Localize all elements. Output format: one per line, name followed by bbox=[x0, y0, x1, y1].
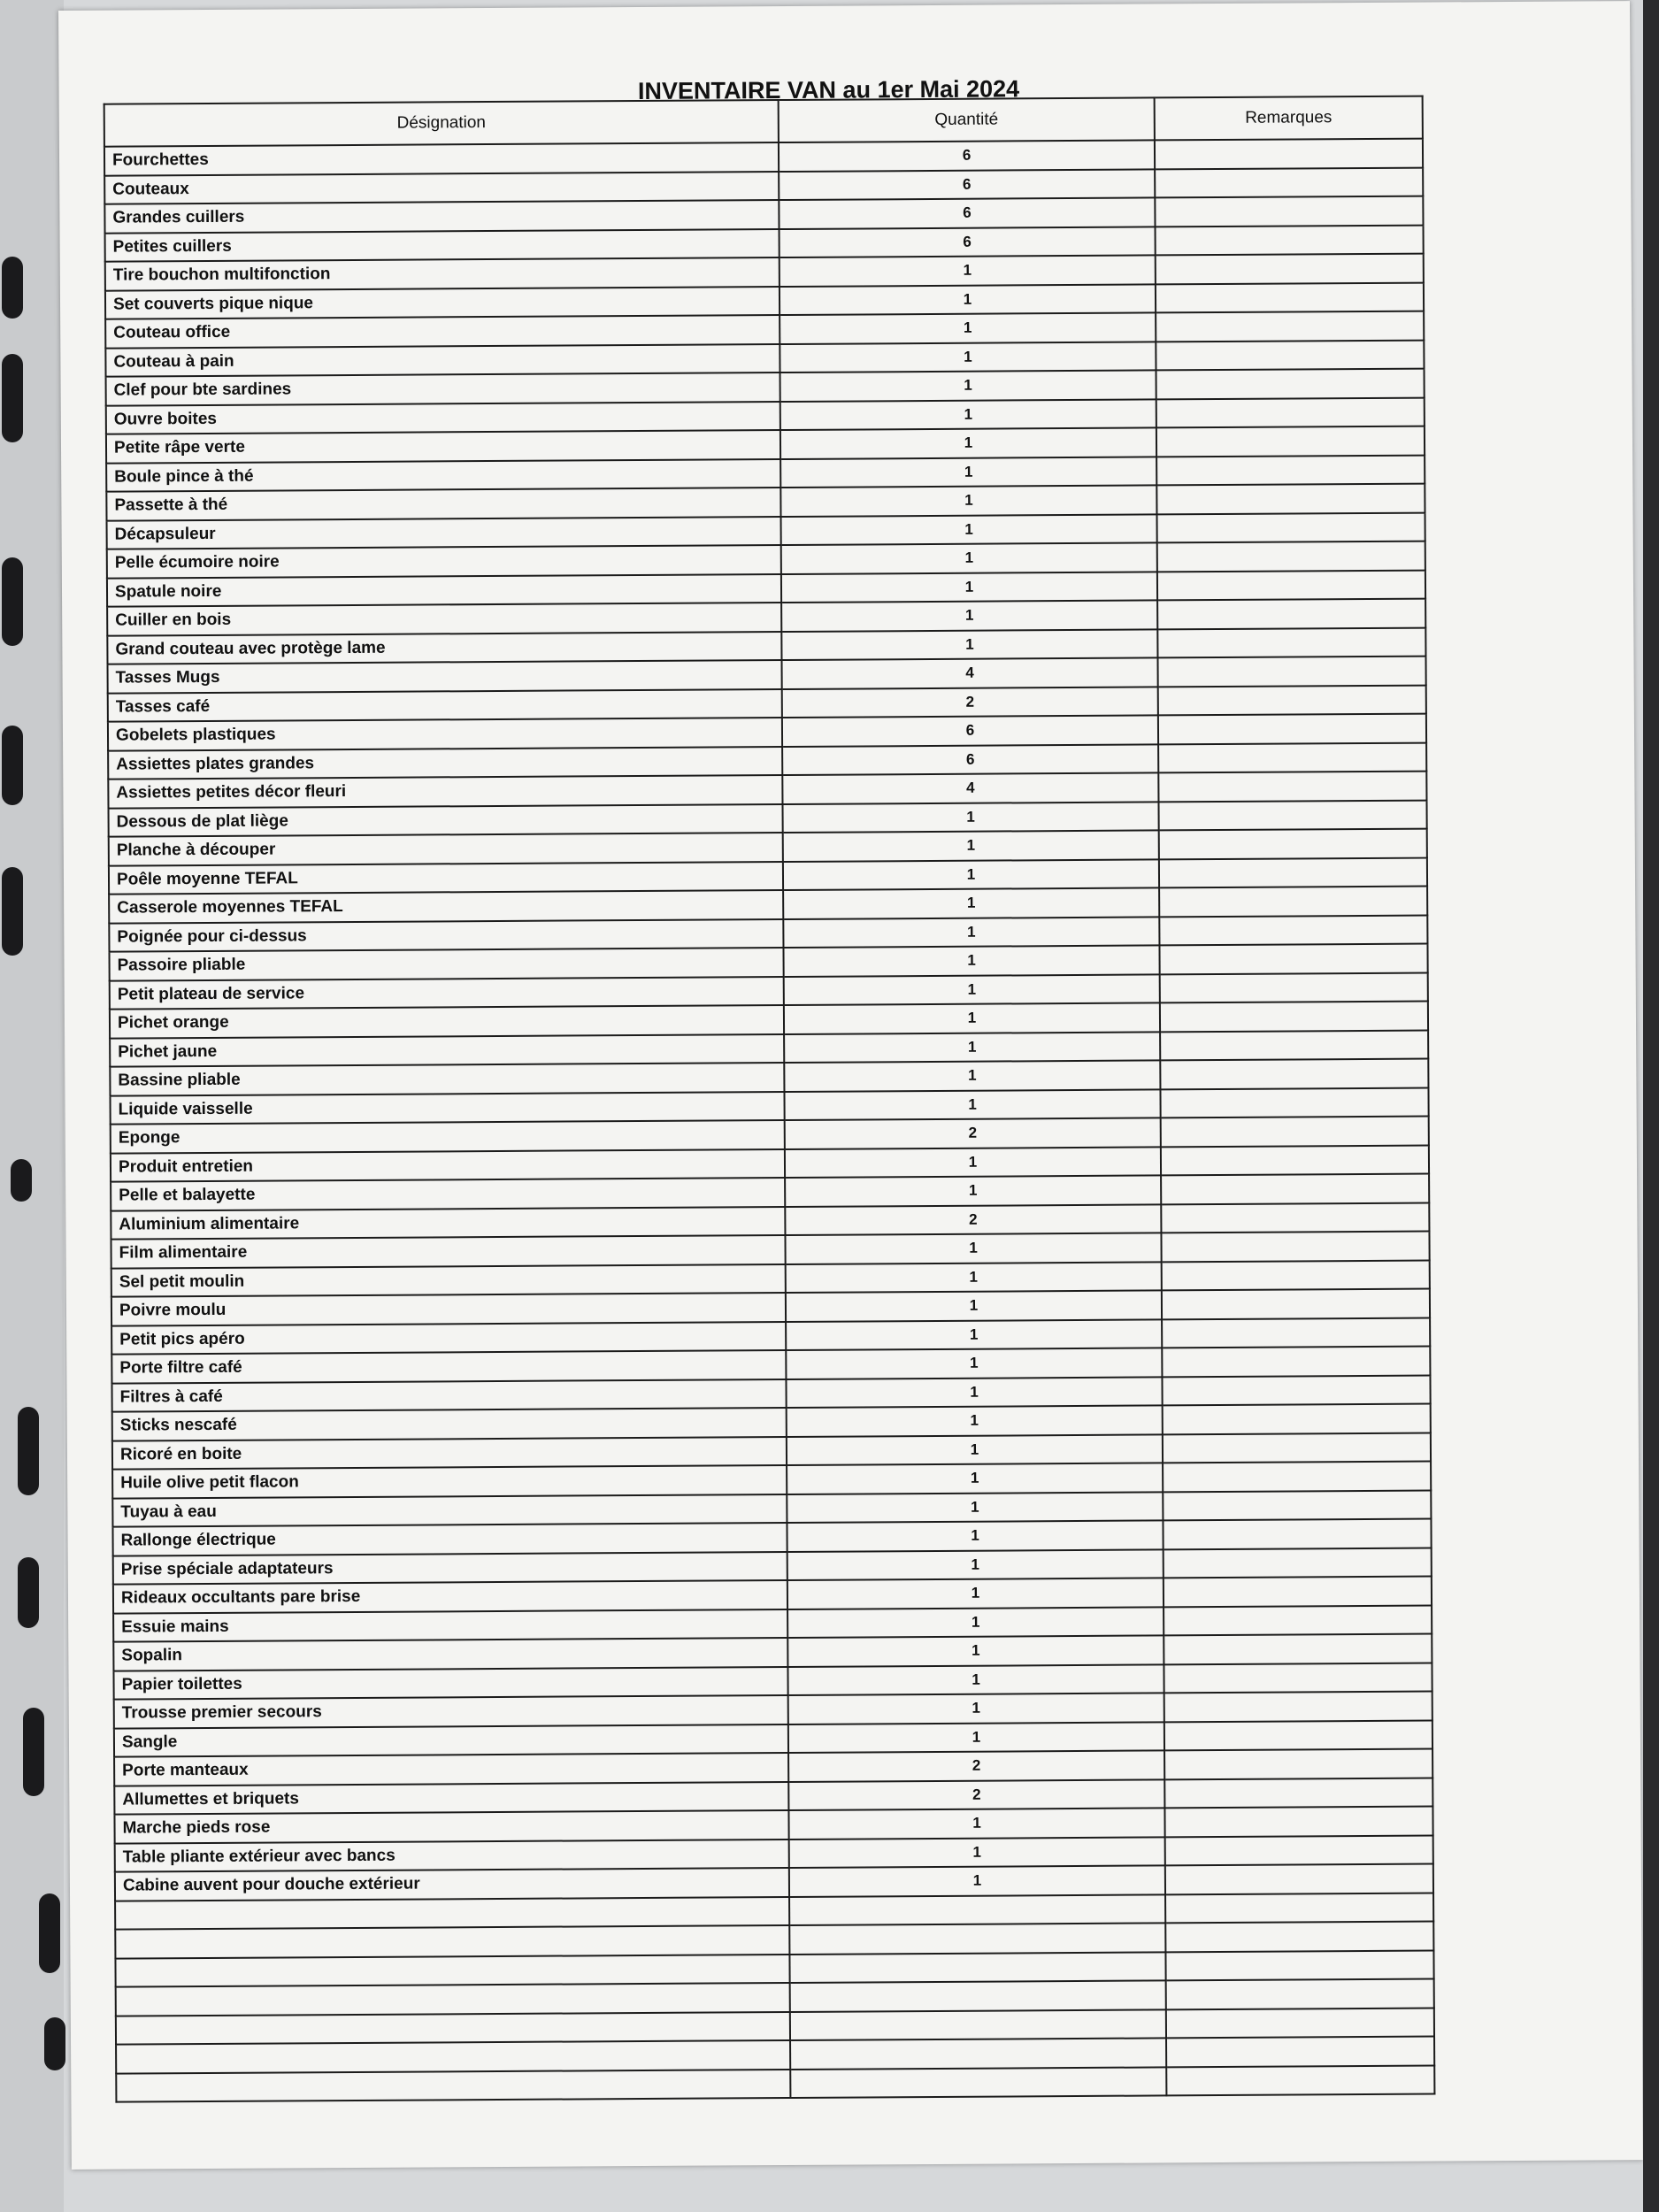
cell-quantite: 2 bbox=[788, 1779, 1164, 1810]
cell-quantite: 1 bbox=[781, 572, 1157, 603]
cell-remarques bbox=[1164, 1720, 1432, 1750]
cell-remarques bbox=[1163, 1462, 1431, 1492]
punch-hole bbox=[2, 257, 23, 319]
cell-designation: Ricoré en boite bbox=[112, 1437, 787, 1470]
cell-remarques bbox=[1159, 887, 1427, 917]
cell-remarques bbox=[1164, 1577, 1432, 1607]
empty-cell bbox=[115, 1954, 789, 1986]
empty-cell bbox=[789, 1894, 1165, 1925]
cell-quantite: 6 bbox=[779, 197, 1155, 228]
table-body bbox=[104, 139, 1434, 2102]
empty-cell bbox=[116, 2069, 790, 2101]
cell-quantite: 1 bbox=[780, 312, 1156, 343]
punch-hole bbox=[11, 1159, 32, 1202]
empty-cell bbox=[790, 2009, 1166, 2040]
empty-cell bbox=[790, 2067, 1166, 2098]
cell-remarques bbox=[1164, 1663, 1432, 1693]
cell-quantite: 1 bbox=[783, 917, 1159, 948]
cell-designation: Film alimentaire bbox=[111, 1235, 785, 1268]
cell-remarques bbox=[1160, 1002, 1428, 1032]
cell-quantite: 1 bbox=[784, 1089, 1160, 1120]
empty-cell bbox=[1166, 2008, 1434, 2038]
cell-designation: Clef pour bte sardines bbox=[106, 373, 780, 405]
cell-quantite: 1 bbox=[780, 284, 1156, 315]
cell-quantite: 1 bbox=[780, 370, 1156, 401]
empty-cell bbox=[116, 2040, 790, 2073]
cell-quantite: 1 bbox=[786, 1290, 1162, 1321]
punch-hole bbox=[2, 557, 23, 646]
cell-remarques bbox=[1155, 196, 1423, 227]
inventory-table bbox=[104, 96, 1436, 2103]
cell-designation: Tasses Mugs bbox=[108, 660, 782, 693]
cell-quantite: 1 bbox=[786, 1319, 1162, 1350]
cell-remarques bbox=[1161, 1232, 1429, 1262]
cell-remarques bbox=[1163, 1404, 1431, 1434]
cell-quantite: 1 bbox=[789, 1865, 1165, 1896]
cell-quantite: 1 bbox=[784, 1002, 1160, 1033]
cell-quantite: 1 bbox=[783, 887, 1159, 918]
cell-remarques bbox=[1157, 541, 1425, 572]
cell-quantite: 1 bbox=[781, 514, 1157, 545]
cell-remarques bbox=[1156, 426, 1425, 457]
cell-designation: Bassine pliable bbox=[110, 1063, 784, 1095]
cell-designation: Boule pince à thé bbox=[106, 459, 780, 492]
cell-quantite: 1 bbox=[783, 859, 1159, 890]
cell-remarques bbox=[1161, 1174, 1429, 1204]
cell-remarques bbox=[1157, 599, 1425, 629]
cell-remarques bbox=[1156, 340, 1424, 370]
cell-designation: Rideaux occultants pare brise bbox=[113, 1580, 787, 1613]
background-edge bbox=[1643, 0, 1659, 2212]
empty-cell bbox=[1165, 1893, 1433, 1923]
cell-remarques bbox=[1155, 139, 1423, 169]
cell-quantite: 1 bbox=[788, 1722, 1164, 1753]
cell-remarques bbox=[1158, 714, 1426, 744]
cell-remarques bbox=[1156, 455, 1425, 485]
cell-designation: Pelle et balayette bbox=[111, 1178, 785, 1210]
cell-quantite: 1 bbox=[780, 399, 1156, 430]
cell-quantite: 1 bbox=[780, 342, 1156, 373]
cell-designation: Cabine auvent pour douche extérieur bbox=[115, 1868, 789, 1901]
cell-remarques bbox=[1164, 1778, 1432, 1808]
cell-designation: Dessous de plat liège bbox=[109, 804, 783, 837]
cell-remarques bbox=[1158, 685, 1426, 715]
cell-remarques bbox=[1159, 944, 1427, 974]
cell-designation: Couteaux bbox=[104, 172, 779, 204]
cell-designation: Pelle écumoire noire bbox=[107, 545, 781, 578]
empty-cell bbox=[115, 1925, 789, 1958]
cell-designation: Petite râpe verte bbox=[106, 430, 780, 463]
cell-designation: Cuiller en bois bbox=[107, 603, 781, 635]
cell-quantite: 1 bbox=[783, 945, 1159, 976]
cell-designation: Aluminium alimentaire bbox=[111, 1207, 785, 1240]
cell-remarques bbox=[1159, 915, 1427, 945]
cell-designation: Tuyau à eau bbox=[112, 1494, 787, 1527]
cell-designation: Ouvre boites bbox=[106, 402, 780, 434]
cell-designation: Grand couteau avec protège lame bbox=[107, 632, 781, 664]
header-quantite: Quantité bbox=[779, 97, 1155, 142]
cell-designation: Porte filtre café bbox=[111, 1350, 786, 1383]
cell-designation: Passette à thé bbox=[106, 488, 780, 520]
empty-cell bbox=[116, 1983, 790, 2016]
cell-quantite: 1 bbox=[786, 1377, 1162, 1408]
cell-remarques bbox=[1165, 1864, 1433, 1894]
cell-remarques bbox=[1158, 742, 1426, 772]
cell-designation: Filtres à café bbox=[111, 1379, 786, 1412]
cell-designation: Assiettes petites décor fleuri bbox=[108, 775, 782, 808]
cell-quantite: 1 bbox=[786, 1262, 1162, 1293]
cell-remarques bbox=[1161, 1117, 1429, 1147]
cell-designation: Décapsuleur bbox=[107, 517, 781, 549]
cell-remarques bbox=[1164, 1605, 1432, 1635]
empty-cell bbox=[1165, 1922, 1433, 1952]
cell-designation: Passoire pliable bbox=[109, 948, 783, 980]
cell-remarques bbox=[1156, 254, 1424, 284]
cell-quantite: 1 bbox=[787, 1405, 1163, 1436]
cell-designation: Produit entretien bbox=[111, 1149, 785, 1182]
empty-cell bbox=[115, 1896, 789, 1929]
cell-remarques bbox=[1164, 1548, 1432, 1578]
cell-quantite: 1 bbox=[785, 1233, 1161, 1263]
cell-remarques bbox=[1156, 484, 1425, 514]
cell-quantite: 1 bbox=[789, 1837, 1165, 1868]
cell-quantite: 4 bbox=[781, 657, 1157, 688]
cell-designation: Trousse premier secours bbox=[114, 1695, 788, 1728]
cell-designation: Assiettes plates grandes bbox=[108, 747, 782, 780]
cell-designation: Eponge bbox=[111, 1120, 785, 1153]
cell-remarques bbox=[1160, 1087, 1428, 1118]
empty-cell bbox=[790, 2038, 1166, 2069]
cell-quantite: 1 bbox=[781, 542, 1157, 573]
inventory-sheet bbox=[58, 1, 1643, 2170]
cell-quantite: 2 bbox=[785, 1204, 1161, 1235]
cell-quantite: 1 bbox=[781, 600, 1157, 631]
document-title: INVENTAIRE VAN au 1er Mai 2024 bbox=[637, 75, 1020, 105]
cell-quantite: 6 bbox=[780, 227, 1156, 257]
cell-remarques bbox=[1158, 772, 1426, 802]
cell-quantite: 1 bbox=[787, 1492, 1163, 1523]
cell-designation: Liquide vaisselle bbox=[110, 1092, 784, 1125]
cell-designation: Petit pics apéro bbox=[111, 1322, 786, 1355]
binder-strip bbox=[0, 0, 64, 2212]
cell-quantite: 1 bbox=[784, 1032, 1160, 1063]
cell-remarques bbox=[1156, 311, 1424, 342]
cell-remarques bbox=[1164, 1692, 1432, 1722]
cell-quantite: 1 bbox=[784, 1060, 1160, 1091]
header-remarques: Remarques bbox=[1155, 96, 1423, 141]
cell-quantite: 1 bbox=[785, 1147, 1161, 1178]
cell-quantite: 1 bbox=[783, 830, 1159, 861]
cell-designation: Allumettes et briquets bbox=[114, 1781, 788, 1814]
cell-remarques bbox=[1164, 1807, 1432, 1837]
cell-remarques bbox=[1160, 1030, 1428, 1060]
cell-designation: Tasses café bbox=[108, 689, 782, 722]
cell-remarques bbox=[1164, 1634, 1432, 1664]
cell-designation: Marche pieds rose bbox=[114, 1810, 788, 1843]
cell-quantite: 2 bbox=[788, 1750, 1164, 1781]
empty-cell bbox=[1166, 2037, 1434, 2067]
cell-quantite: 1 bbox=[787, 1607, 1164, 1638]
cell-designation: Petit plateau de service bbox=[110, 977, 784, 1010]
cell-remarques bbox=[1160, 1059, 1428, 1089]
cell-quantite: 2 bbox=[785, 1118, 1161, 1148]
cell-remarques bbox=[1162, 1375, 1430, 1405]
punch-hole bbox=[44, 2017, 65, 2070]
cell-designation: Sel petit moulin bbox=[111, 1264, 786, 1297]
cell-quantite: 4 bbox=[782, 772, 1158, 803]
cell-remarques bbox=[1157, 570, 1425, 600]
cell-quantite: 1 bbox=[787, 1635, 1164, 1666]
cell-designation: Couteau office bbox=[105, 315, 780, 348]
empty-cell bbox=[116, 2011, 790, 2044]
cell-designation: Prise spéciale adaptateurs bbox=[113, 1552, 787, 1585]
empty-cell bbox=[790, 1980, 1166, 2011]
cell-designation: Rallonge électrique bbox=[112, 1523, 787, 1555]
cell-designation: Sticks nescafé bbox=[112, 1408, 787, 1440]
cell-quantite: 1 bbox=[780, 427, 1156, 458]
empty-cell bbox=[1166, 2065, 1434, 2095]
cell-remarques bbox=[1162, 1260, 1430, 1290]
cell-remarques bbox=[1156, 397, 1425, 427]
cell-designation: Porte manteaux bbox=[114, 1753, 788, 1786]
cell-quantite: 1 bbox=[780, 485, 1156, 516]
cell-quantite: 6 bbox=[779, 140, 1155, 171]
header-designation: Désignation bbox=[104, 100, 779, 147]
cell-remarques bbox=[1163, 1432, 1431, 1463]
cell-remarques bbox=[1162, 1317, 1430, 1348]
cell-designation: Poêle moyenne TEFAL bbox=[109, 862, 783, 895]
cell-designation: Sopalin bbox=[113, 1638, 787, 1671]
cell-designation: Sangle bbox=[114, 1724, 788, 1756]
cell-quantite: 1 bbox=[782, 802, 1158, 833]
cell-remarques bbox=[1165, 1835, 1433, 1865]
punch-hole bbox=[2, 726, 23, 805]
empty-cell bbox=[1166, 1979, 1434, 2009]
cell-remarques bbox=[1156, 282, 1424, 312]
cell-quantite: 1 bbox=[781, 629, 1157, 660]
cell-quantite: 1 bbox=[787, 1463, 1163, 1494]
empty-cell bbox=[789, 1923, 1165, 1954]
cell-designation: Poignée pour ci-dessus bbox=[109, 919, 783, 952]
cell-designation: Pichet jaune bbox=[110, 1034, 784, 1067]
cell-remarques bbox=[1156, 512, 1425, 542]
cell-remarques bbox=[1161, 1145, 1429, 1175]
cell-remarques bbox=[1157, 627, 1425, 657]
cell-quantite: 1 bbox=[787, 1434, 1163, 1465]
cell-quantite: 2 bbox=[782, 687, 1158, 718]
cell-designation: Essuie mains bbox=[113, 1609, 787, 1641]
cell-designation: Couteau à pain bbox=[105, 344, 780, 377]
punch-hole bbox=[39, 1893, 60, 1973]
cell-remarques bbox=[1156, 369, 1425, 399]
punch-hole bbox=[18, 1557, 39, 1628]
cell-designation: Casserole moyennes TEFAL bbox=[109, 890, 783, 923]
cell-designation: Set couverts pique nique bbox=[105, 287, 780, 319]
cell-designation: Fourchettes bbox=[104, 142, 779, 175]
cell-designation: Petites cuillers bbox=[105, 229, 780, 262]
cell-designation: Spatule noire bbox=[107, 574, 781, 607]
cell-quantite: 1 bbox=[780, 255, 1156, 286]
cell-designation: Papier toilettes bbox=[113, 1666, 787, 1699]
cell-remarques bbox=[1162, 1347, 1430, 1377]
punch-hole bbox=[2, 354, 23, 442]
cell-designation: Planche à découper bbox=[109, 833, 783, 865]
cell-quantite: 6 bbox=[782, 715, 1158, 746]
cell-quantite: 1 bbox=[788, 1693, 1164, 1724]
cell-remarques bbox=[1164, 1749, 1432, 1779]
cell-remarques bbox=[1160, 972, 1428, 1002]
cell-remarques bbox=[1162, 1289, 1430, 1319]
cell-designation: Poivre moulu bbox=[111, 1293, 786, 1325]
cell-designation: Pichet orange bbox=[110, 1005, 784, 1038]
cell-designation: Huile olive petit flacon bbox=[112, 1465, 787, 1498]
cell-quantite: 1 bbox=[785, 1175, 1161, 1206]
cell-remarques bbox=[1161, 1202, 1429, 1233]
punch-hole bbox=[18, 1407, 39, 1495]
cell-quantite: 6 bbox=[782, 744, 1158, 775]
punch-hole bbox=[2, 867, 23, 956]
cell-designation: Gobelets plastiques bbox=[108, 718, 782, 750]
cell-quantite: 1 bbox=[784, 974, 1160, 1005]
cell-remarques bbox=[1157, 657, 1425, 687]
cell-quantite: 1 bbox=[787, 1549, 1164, 1580]
cell-remarques bbox=[1156, 225, 1424, 255]
cell-remarques bbox=[1159, 829, 1427, 859]
cell-designation: Grandes cuillers bbox=[104, 200, 779, 233]
cell-designation: Table pliante extérieur avec bancs bbox=[115, 1839, 789, 1871]
cell-quantite: 6 bbox=[779, 169, 1155, 200]
cell-remarques bbox=[1158, 800, 1426, 830]
cell-quantite: 1 bbox=[787, 1664, 1164, 1695]
cell-remarques bbox=[1163, 1519, 1431, 1549]
cell-quantite: 1 bbox=[788, 1808, 1164, 1839]
empty-cell bbox=[1165, 1950, 1433, 1980]
cell-quantite: 1 bbox=[786, 1348, 1162, 1379]
cell-remarques bbox=[1155, 167, 1423, 197]
cell-designation: Tire bouchon multifonction bbox=[105, 257, 780, 290]
cell-remarques bbox=[1163, 1490, 1431, 1520]
empty-cell bbox=[789, 1952, 1165, 1983]
punch-hole bbox=[23, 1708, 44, 1796]
cell-quantite: 1 bbox=[780, 457, 1156, 488]
cell-quantite: 1 bbox=[787, 1520, 1163, 1551]
cell-remarques bbox=[1159, 857, 1427, 887]
cell-quantite: 1 bbox=[787, 1578, 1164, 1609]
